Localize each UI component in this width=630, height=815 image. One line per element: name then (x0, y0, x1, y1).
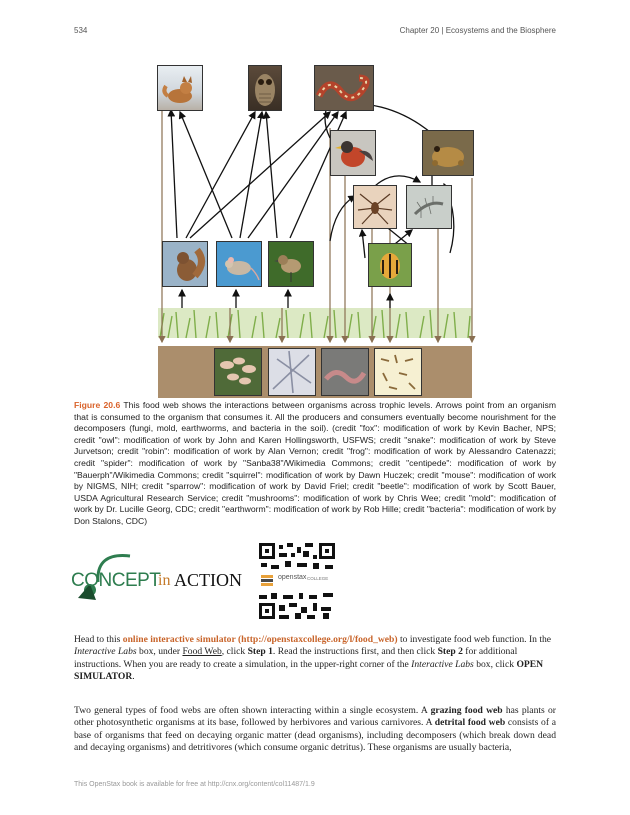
step1-text: Step 1 (247, 646, 273, 658)
concept-in-action-text (74, 634, 556, 684)
cia-labs-2: Interactive Labs (411, 658, 474, 670)
figure-caption (74, 400, 556, 528)
qr-brand-text: openstax (278, 574, 307, 581)
cia-text-2: to investigate food web function. In the (397, 634, 552, 645)
cia-labs-1: Interactive Labs (74, 646, 137, 658)
cia-text-4: , click (221, 646, 248, 658)
food-web-figure (150, 58, 480, 400)
robin-photo (330, 130, 376, 176)
squirrel-photo (162, 241, 208, 287)
frog-photo (422, 130, 474, 176)
page-footer: This OpenStax book is available for free at http://cnx.org/content/col11487/1.9 (74, 781, 315, 788)
bacteria-photo (374, 348, 422, 396)
logo-in-text: in (158, 572, 171, 589)
figure-caption-text: This food web shows the interactions between organisms across trophic levels. Arrows point from an organism that is consumed to the organism that consumes it. All the producers and consumers eventually become nourishment for the decomposers (fungi, mold, earthworms, and bacteria in the soil). (credit "fox": modification of work by Kevin Bacher, NPS; credit "owl": modification of work by John and Karen Hollingsworth, USFWS; credit "snake": modification of work by Steve Jurvetson; credit "robin": modification of work by Alan Vernon; credit "frog": modification of work by Alessandro Catenazzi; credit "spider": modification of work by "Sanba38"/Wikimedia Commons; credit "centipede": modification of work by "Bauerph"/Wikimedia Commons; credit "squirrel": modification of work by Dawn Huczek; credit "mouse": modification of work by NIGMS, NIH; credit "sparrow": modification of work by David Friel; credit "beetle": modification of work by Scott Bauer, USDA Agricultural Research Service; credit "mushrooms": modification of work by Chris Wee; credit "mold": modification of work by Dr. Lucille Georg, CDC; credit "earthworm": modification of work by Rob Hille; credit "bacteria": modification of work by Don Stalons, CDC) (74, 400, 557, 526)
cia-text-8: . (132, 671, 135, 683)
mouse-photo (216, 241, 262, 287)
logo-action-text: ACTION (174, 570, 242, 590)
cia-text-5: . Read the instructions first, and then click (272, 646, 438, 658)
spider-photo (353, 185, 397, 229)
simulator-link[interactable]: online interactive simulator (http://openstaxcollege.org/l/food_web) (122, 634, 398, 645)
cia-text-7: box, click (473, 658, 517, 670)
mold-photo (268, 348, 316, 396)
owl-photo (248, 65, 282, 111)
snake-photo (314, 65, 374, 111)
grass-band (158, 308, 472, 338)
earthworm-photo (321, 348, 369, 396)
qr-college-text: COLLEGE (307, 576, 329, 581)
detrital-food-web-term: detrital food web (434, 717, 506, 729)
centipede-photo (406, 185, 452, 229)
cia-text-6: for additional instructions. When you are ready to create a simulation, in the upper-right corner of the (74, 646, 518, 670)
mushrooms-photo (214, 348, 262, 396)
sparrow-photo (268, 241, 314, 287)
body-text-3: consists of a base of organisms that feed on decaying organic matter (dead organisms), including decomposers (which break down dead and decaying organisms) and detritivores (which consume organic detritus). These organisms are usually bacteria, (74, 717, 556, 754)
logo-concept-text: CONCEPT (71, 570, 161, 591)
qr-code[interactable] (257, 541, 337, 621)
beetle-photo (368, 243, 412, 287)
open-simulator-text: OPEN SIMULATOR (74, 658, 544, 683)
chapter-title: Chapter 20 | Ecosystems and the Biosphere (399, 26, 556, 35)
body-text-2: has plants or other photosynthetic organisms at its base, followed by herbivores and various carnivores. A (74, 705, 556, 729)
concept-in-action-logo (68, 548, 240, 604)
figure-label: Figure 20.6 (74, 400, 121, 410)
body-paragraph (74, 705, 556, 755)
cia-text-3: box, under (136, 646, 183, 658)
page-number: 534 (74, 26, 88, 35)
fox-photo (157, 65, 203, 111)
cia-text-1: Head to this (74, 634, 123, 645)
step2-text: Step 2 (437, 646, 463, 658)
body-text-1: Two general types of food webs are often shown interacting within a single ecosystem. A (74, 705, 431, 716)
grazing-food-web-term: grazing food web (430, 705, 503, 716)
food-web-link[interactable]: Food Web (182, 646, 222, 658)
